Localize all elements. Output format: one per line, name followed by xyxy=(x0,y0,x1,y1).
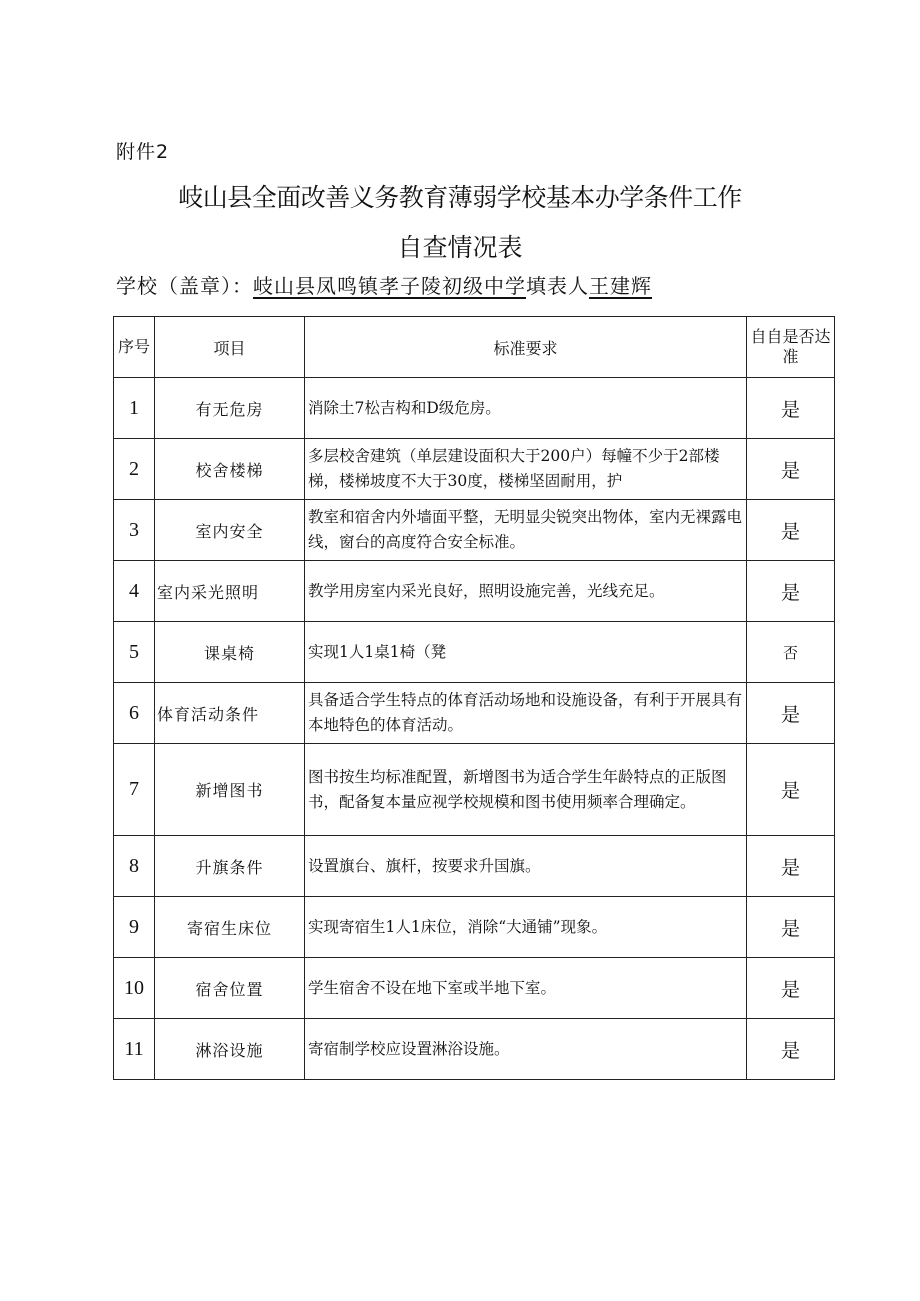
table-row xyxy=(114,744,835,836)
self-check-table xyxy=(113,316,835,1080)
school-info-line xyxy=(116,270,652,299)
table-row xyxy=(114,622,835,683)
row-item: 体育活动条件 xyxy=(155,683,305,744)
document-subtitle: 自查情况表 xyxy=(397,233,523,262)
row-result: 是 xyxy=(747,897,835,958)
row-item: 课桌椅 xyxy=(155,622,305,683)
row-result: 是 xyxy=(747,1019,835,1080)
row-result: 否 xyxy=(747,622,835,683)
table-row xyxy=(114,1019,835,1080)
table-row xyxy=(114,500,835,561)
table-row xyxy=(114,378,835,439)
header-seq: 序号 xyxy=(114,317,155,378)
table-row xyxy=(114,561,835,622)
row-result: 是 xyxy=(747,744,835,836)
row-item: 校舍楼梯 xyxy=(155,439,305,500)
attachment-label: 附件2 xyxy=(116,141,170,163)
row-seq: 5 xyxy=(114,622,155,683)
row-requirement xyxy=(305,439,747,500)
row-item: 淋浴设施 xyxy=(155,1019,305,1080)
row-seq: 3 xyxy=(114,500,155,561)
table-row xyxy=(114,836,835,897)
row-requirement: 实现1人1桌1椅（凳 xyxy=(305,622,747,683)
row-requirement: 教室和宿舍内外墙面平整，无明显尖锐突出物体，室内无裸露电线，窗台的高度符合安全标准。 xyxy=(305,500,747,561)
row-result: 是 xyxy=(747,836,835,897)
row-seq: 11 xyxy=(114,1019,155,1080)
row-item: 新增图书 xyxy=(155,744,305,836)
header-item: 项目 xyxy=(155,317,305,378)
row-item: 室内采光照明 xyxy=(155,561,305,622)
row-result: 是 xyxy=(747,561,835,622)
table-row xyxy=(114,683,835,744)
row-result: 是 xyxy=(747,500,835,561)
row-result: 是 xyxy=(747,683,835,744)
document-title: 岐山县全面改善义务教育薄弱学校基本办学条件工作 xyxy=(178,183,742,212)
school-label: 学校（盖章）： xyxy=(116,274,253,298)
row-item: 有无危房 xyxy=(155,378,305,439)
row-item: 升旗条件 xyxy=(155,836,305,897)
row-item: 寄宿生床位 xyxy=(155,897,305,958)
row-seq: 7 xyxy=(114,744,155,836)
row-seq: 6 xyxy=(114,683,155,744)
row-seq: 1 xyxy=(114,378,155,439)
row-seq: 9 xyxy=(114,897,155,958)
header-result: 自自是否达准 xyxy=(747,317,835,378)
row-seq: 2 xyxy=(114,439,155,500)
row-requirement: 消除土7松吉构和D级危房。 xyxy=(305,378,747,439)
header-requirement: 标准要求 xyxy=(305,317,747,378)
filler-label: 填表人 xyxy=(526,274,589,298)
row-item: 室内安全 xyxy=(155,500,305,561)
row-requirement: 实现寄宿生1人1床位，消除“大通铺”现象。 xyxy=(305,897,747,958)
table-row xyxy=(114,897,835,958)
table-header-row xyxy=(114,317,835,378)
row-seq: 10 xyxy=(114,958,155,1019)
row-requirement: 学生宿舍不设在地下室或半地下室。 xyxy=(305,958,747,1019)
table-row xyxy=(114,958,835,1019)
row-requirement: 教学用房室内采光良好，照明设施完善，光线充足。 xyxy=(305,561,747,622)
table-row xyxy=(114,439,835,500)
row-item: 宿舍位置 xyxy=(155,958,305,1019)
row-result: 是 xyxy=(747,378,835,439)
row-seq: 4 xyxy=(114,561,155,622)
row-result: 是 xyxy=(747,439,835,500)
row-requirement: 图书按生均标准配置，新增图书为适合学生年龄特点的正版图书，配备复本量应视学校规模和图书使用频率合理确定。 xyxy=(305,744,747,836)
school-name: 岐山县凤鸣镇孝子陵初级中学 xyxy=(253,274,526,298)
row-requirement-text: 多层校舍建筑（单层建设面积大于200户）每幢不少于2部楼梯，楼梯坡度不大于30度，楼梯坚固耐用，护 xyxy=(308,447,720,490)
row-seq: 8 xyxy=(114,836,155,897)
row-requirement: 寄宿制学校应设置淋浴设施。 xyxy=(305,1019,747,1080)
row-requirement: 设置旗台、旗杆，按要求升国旗。 xyxy=(305,836,747,897)
row-requirement: 具备适合学生特点的体育活动场地和设施设备，有利于开展具有本地特色的体育活动。 xyxy=(305,683,747,744)
row-result: 是 xyxy=(747,958,835,1019)
filler-name: 王建辉 xyxy=(589,274,652,298)
